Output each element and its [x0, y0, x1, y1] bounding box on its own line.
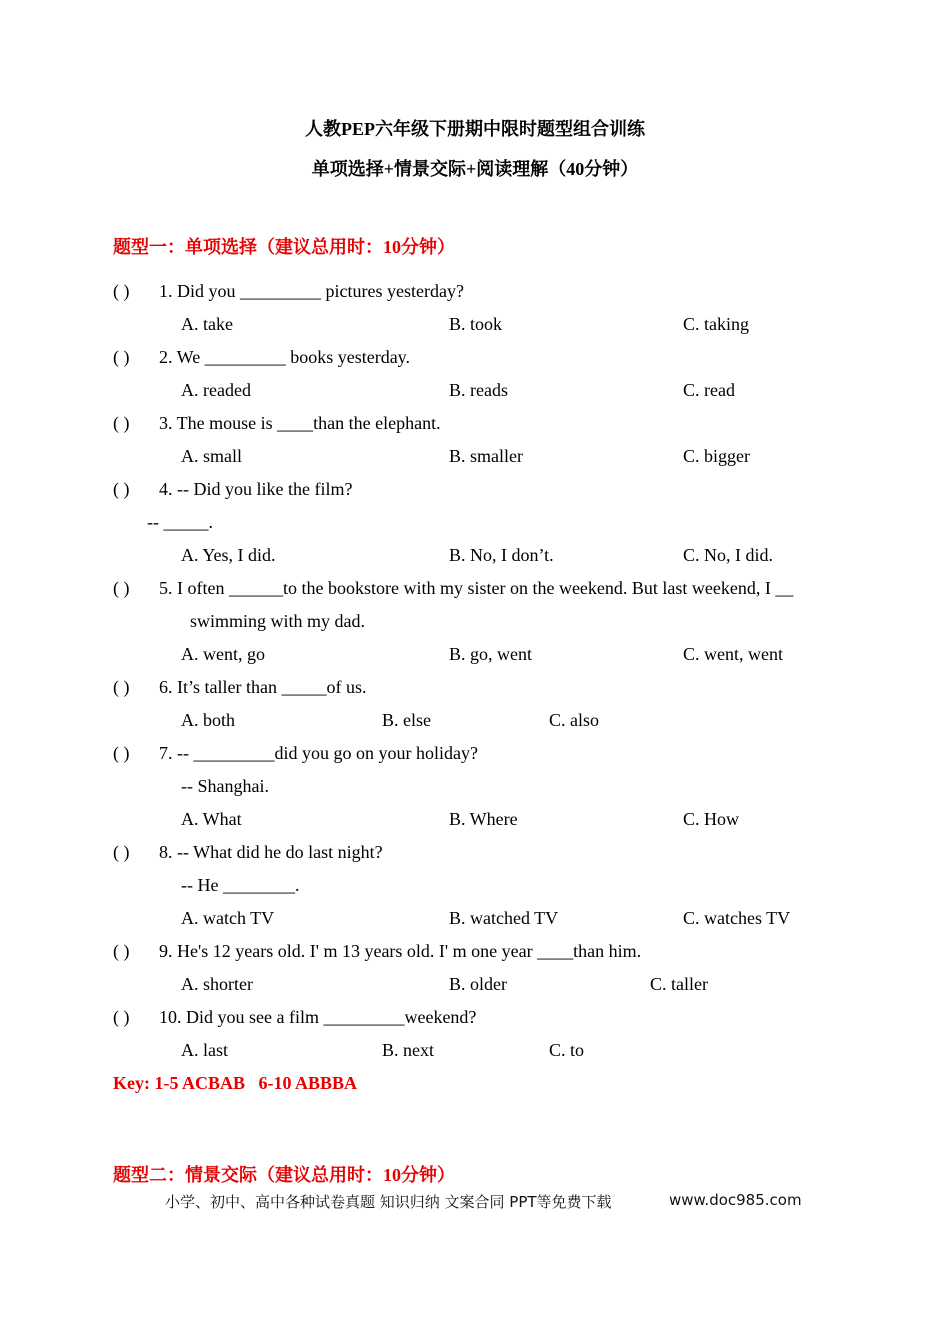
- question-text: 9. He's 12 years old. I' m 13 years old. I' m one year ____than him.: [159, 941, 642, 961]
- answer-blank[interactable]: ( ): [113, 281, 130, 301]
- answer-blank[interactable]: ( ): [113, 347, 130, 367]
- answer-blank[interactable]: ( ): [113, 941, 130, 961]
- option-c: C. bigger: [683, 446, 750, 466]
- page-subtitle: 单项选择+情景交际+阅读理解（40分钟）: [311, 159, 639, 179]
- option-c: C. to: [549, 1040, 585, 1060]
- question-7-line2: -- Shanghai.: [181, 776, 269, 796]
- option-b: B. Where: [449, 809, 518, 829]
- option-a: A. Yes, I did.: [181, 545, 276, 565]
- question-text: 1. Did you _________ pictures yesterday?: [159, 281, 464, 301]
- option-a: A. take: [181, 314, 233, 334]
- question-text: 4. -- Did you like the film?: [159, 479, 353, 499]
- question-text: 8. -- What did he do last night?: [159, 842, 383, 862]
- question-9: [113, 941, 641, 962]
- section-1-title: 题型一：单项选择（建议总用时：10分钟）: [113, 237, 455, 257]
- option-c: C. How: [683, 809, 740, 829]
- question-8-line2: -- He ________.: [181, 875, 300, 895]
- option-b: B. older: [449, 974, 507, 994]
- answer-blank[interactable]: ( ): [113, 842, 130, 862]
- option-a: A. watch TV: [181, 908, 275, 928]
- answer-blank[interactable]: ( ): [113, 743, 130, 763]
- option-a: A. small: [181, 446, 242, 466]
- option-b: B. watched TV: [449, 908, 559, 928]
- option-c: C. watches TV: [683, 908, 791, 928]
- question-4-line2: -- _____.: [147, 512, 213, 532]
- question-text: 7. -- _________did you go on your holiday?: [159, 743, 478, 763]
- option-b: B. reads: [449, 380, 508, 400]
- option-a: A. shorter: [181, 974, 253, 994]
- option-c: C. taller: [650, 974, 708, 994]
- question-6: [113, 677, 366, 698]
- option-b: B. smaller: [449, 446, 523, 466]
- section-2-title: 题型二：情景交际（建议总用时：10分钟）: [113, 1165, 455, 1185]
- question-2: [113, 347, 410, 368]
- question-4: [113, 479, 352, 500]
- answer-blank[interactable]: ( ): [113, 578, 130, 598]
- option-b: B. else: [382, 710, 431, 730]
- footer-text: 小学、初中、高中各种试卷真题 知识归纳 文案合同 PPT等免费下载: [165, 1193, 612, 1211]
- question-text: 6. It’s taller than _____of us.: [159, 677, 367, 697]
- question-3: [113, 413, 441, 434]
- question-1: [113, 281, 464, 302]
- question-8: [113, 842, 383, 863]
- option-b: B. go, went: [449, 644, 532, 664]
- option-a: A. What: [181, 809, 242, 829]
- option-b: B. took: [449, 314, 503, 334]
- answer-key: Key: 1-5 ACBAB 6-10 ABBBA: [113, 1073, 358, 1093]
- answer-blank[interactable]: ( ): [113, 677, 130, 697]
- option-a: A. last: [181, 1040, 228, 1060]
- question-text: 2. We _________ books yesterday.: [159, 347, 411, 367]
- question-text: 3. The mouse is ____than the elephant.: [159, 413, 441, 433]
- option-c: C. No, I did.: [683, 545, 773, 565]
- option-b: B. No, I don’t.: [449, 545, 554, 565]
- question-7: [113, 743, 478, 764]
- option-b: B. next: [382, 1040, 434, 1060]
- answer-blank[interactable]: ( ): [113, 1007, 130, 1027]
- question-5-line2: swimming with my dad.: [190, 611, 365, 631]
- option-c: C. taking: [683, 314, 749, 334]
- question-text: 10. Did you see a film _________weekend?: [159, 1007, 477, 1027]
- option-a: A. both: [181, 710, 235, 730]
- footer-link[interactable]: www.doc985.com: [669, 1191, 802, 1209]
- question-5: [113, 578, 793, 599]
- question-text: 5. I often ______to the bookstore with my sister on the weekend. But last weekend, I __: [159, 578, 794, 598]
- question-10: [113, 1007, 476, 1028]
- option-c: C. went, went: [683, 644, 783, 664]
- option-a: A. readed: [181, 380, 251, 400]
- answer-blank[interactable]: ( ): [113, 413, 130, 433]
- option-a: A. went, go: [181, 644, 265, 664]
- answer-blank[interactable]: ( ): [113, 479, 130, 499]
- option-c: C. read: [683, 380, 735, 400]
- page-title: 人教PEP六年级下册期中限时题型组合训练: [305, 119, 645, 139]
- option-c: C. also: [549, 710, 600, 730]
